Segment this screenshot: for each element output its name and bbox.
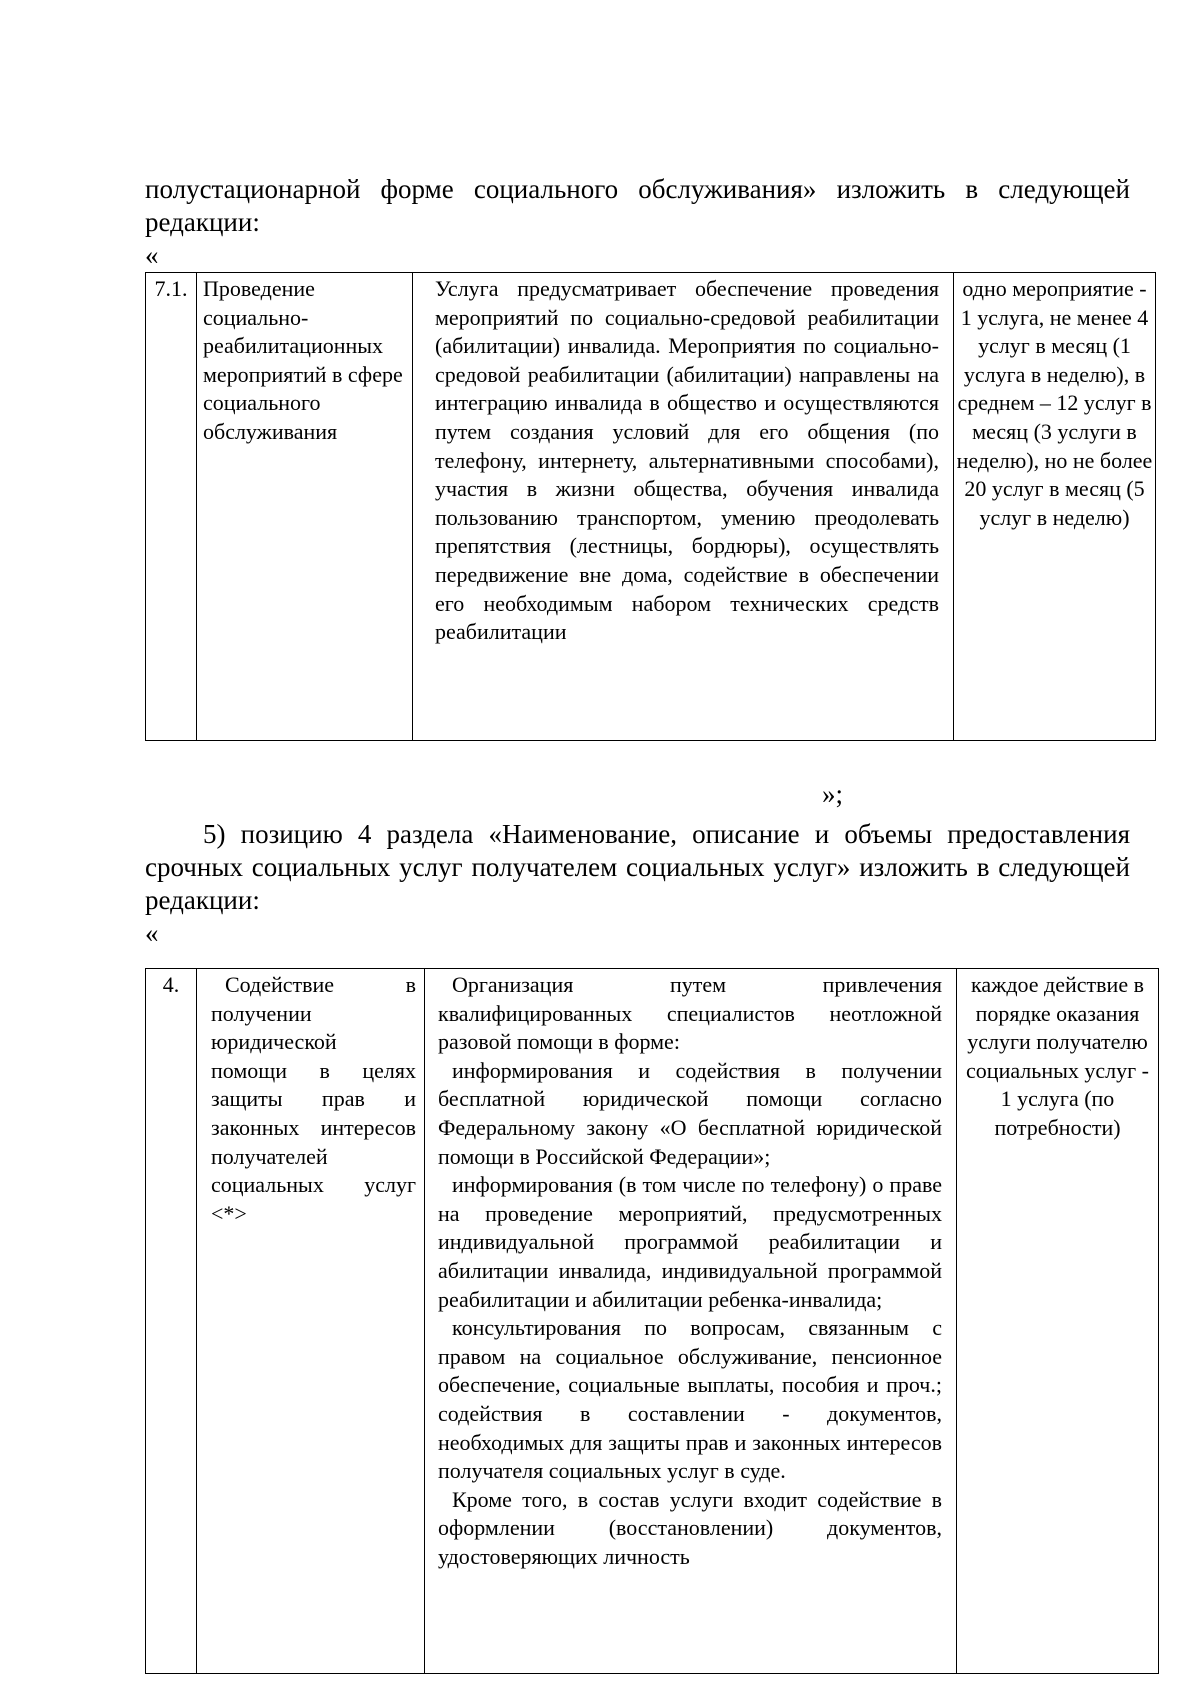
table-row xyxy=(146,969,1159,1674)
service-table-7-1 xyxy=(145,272,1156,741)
item-5-paragraph: 5) позицию 4 раздела «Наименование, описание и объемы предоставления срочных социальных услуг получателем социальных услуг» изложить в следующей редакции: xyxy=(145,819,1130,915)
description-paragraph: Кроме того, в состав услуги входит содействие в оформлении (восстановлении) документов, удостоверяющих личность xyxy=(438,1486,942,1569)
table-row xyxy=(146,273,1156,741)
description-paragraph: информирования (в том числе по телефону) о праве на проведение мероприятий, предусмотренных индивидуальной программой реабилитации и абилитации инвалида, индивидуальной программой реабилитации и абилитации ребенка-инвалида; xyxy=(438,1172,942,1312)
service-volume: каждое действие в порядке оказания услуги получателю социальных услуг - 1 услуга (по потребности) xyxy=(957,969,1159,1674)
service-description xyxy=(425,969,957,1674)
service-table-4 xyxy=(145,968,1159,1674)
description-paragraph: Организация путем привлечения квалифицированных специалистов неотложной разовой помощи в форме: xyxy=(438,972,942,1055)
service-name: Проведение социально-реабилитационных мероприятий в сфере социального обслуживания xyxy=(197,273,413,741)
service-description: Услуга предусматривает обеспечение проведения мероприятий по социально-средовой реабилитации (абилитации) инвалида. Мероприятия по социально-средовой реабилитации (абилитации) направлены на интеграцию инвалида в общество и осуществляются путем создания условий для его общения (по телефону, интернету, альтернативными способами), участия в жизни общества, обучения инвалида пользованию транспортом, умению преодолевать препятствия (лестницы, бордюры), осуществлять передвижение вне дома, содействие в обеспечении его необходимым набором технических средств реабилитации xyxy=(413,273,954,741)
service-volume: одно мероприятие - 1 услуга, не менее 4 услуг в месяц (1 услуга в неделю), в среднем – 12 услуг в месяц (3 услуги в неделю), но не более 20 услуг в месяц (5 услуг в неделю) xyxy=(954,273,1156,741)
service-name: Содействие в получении юридической помощи в целях защиты прав и законных интересов получателей социальных услуг <*> xyxy=(197,969,425,1674)
intro-paragraph: полустационарной форме социального обслуживания» изложить в следующей редакции: xyxy=(145,174,1130,237)
description-paragraph: консультирования по вопросам, связанным с правом на социальное обслуживание, пенсионное обеспечение, социальные выплаты, пособия и проч.; содействия в составлении - документов, необходимых для защиты прав и законных интересов получателя социальных услуг в суде. xyxy=(438,1315,942,1484)
row-number: 4. xyxy=(146,969,197,1674)
close-quote: »; xyxy=(822,779,844,809)
row-number: 7.1. xyxy=(146,273,197,741)
open-quote: « xyxy=(145,240,159,270)
description-paragraph: информирования и содействия в получении бесплатной юридической помощи согласно Федеральному закону «О бесплатной юридической помощи в Российской Федерации»; xyxy=(438,1057,942,1169)
open-quote-2: « xyxy=(145,918,159,948)
